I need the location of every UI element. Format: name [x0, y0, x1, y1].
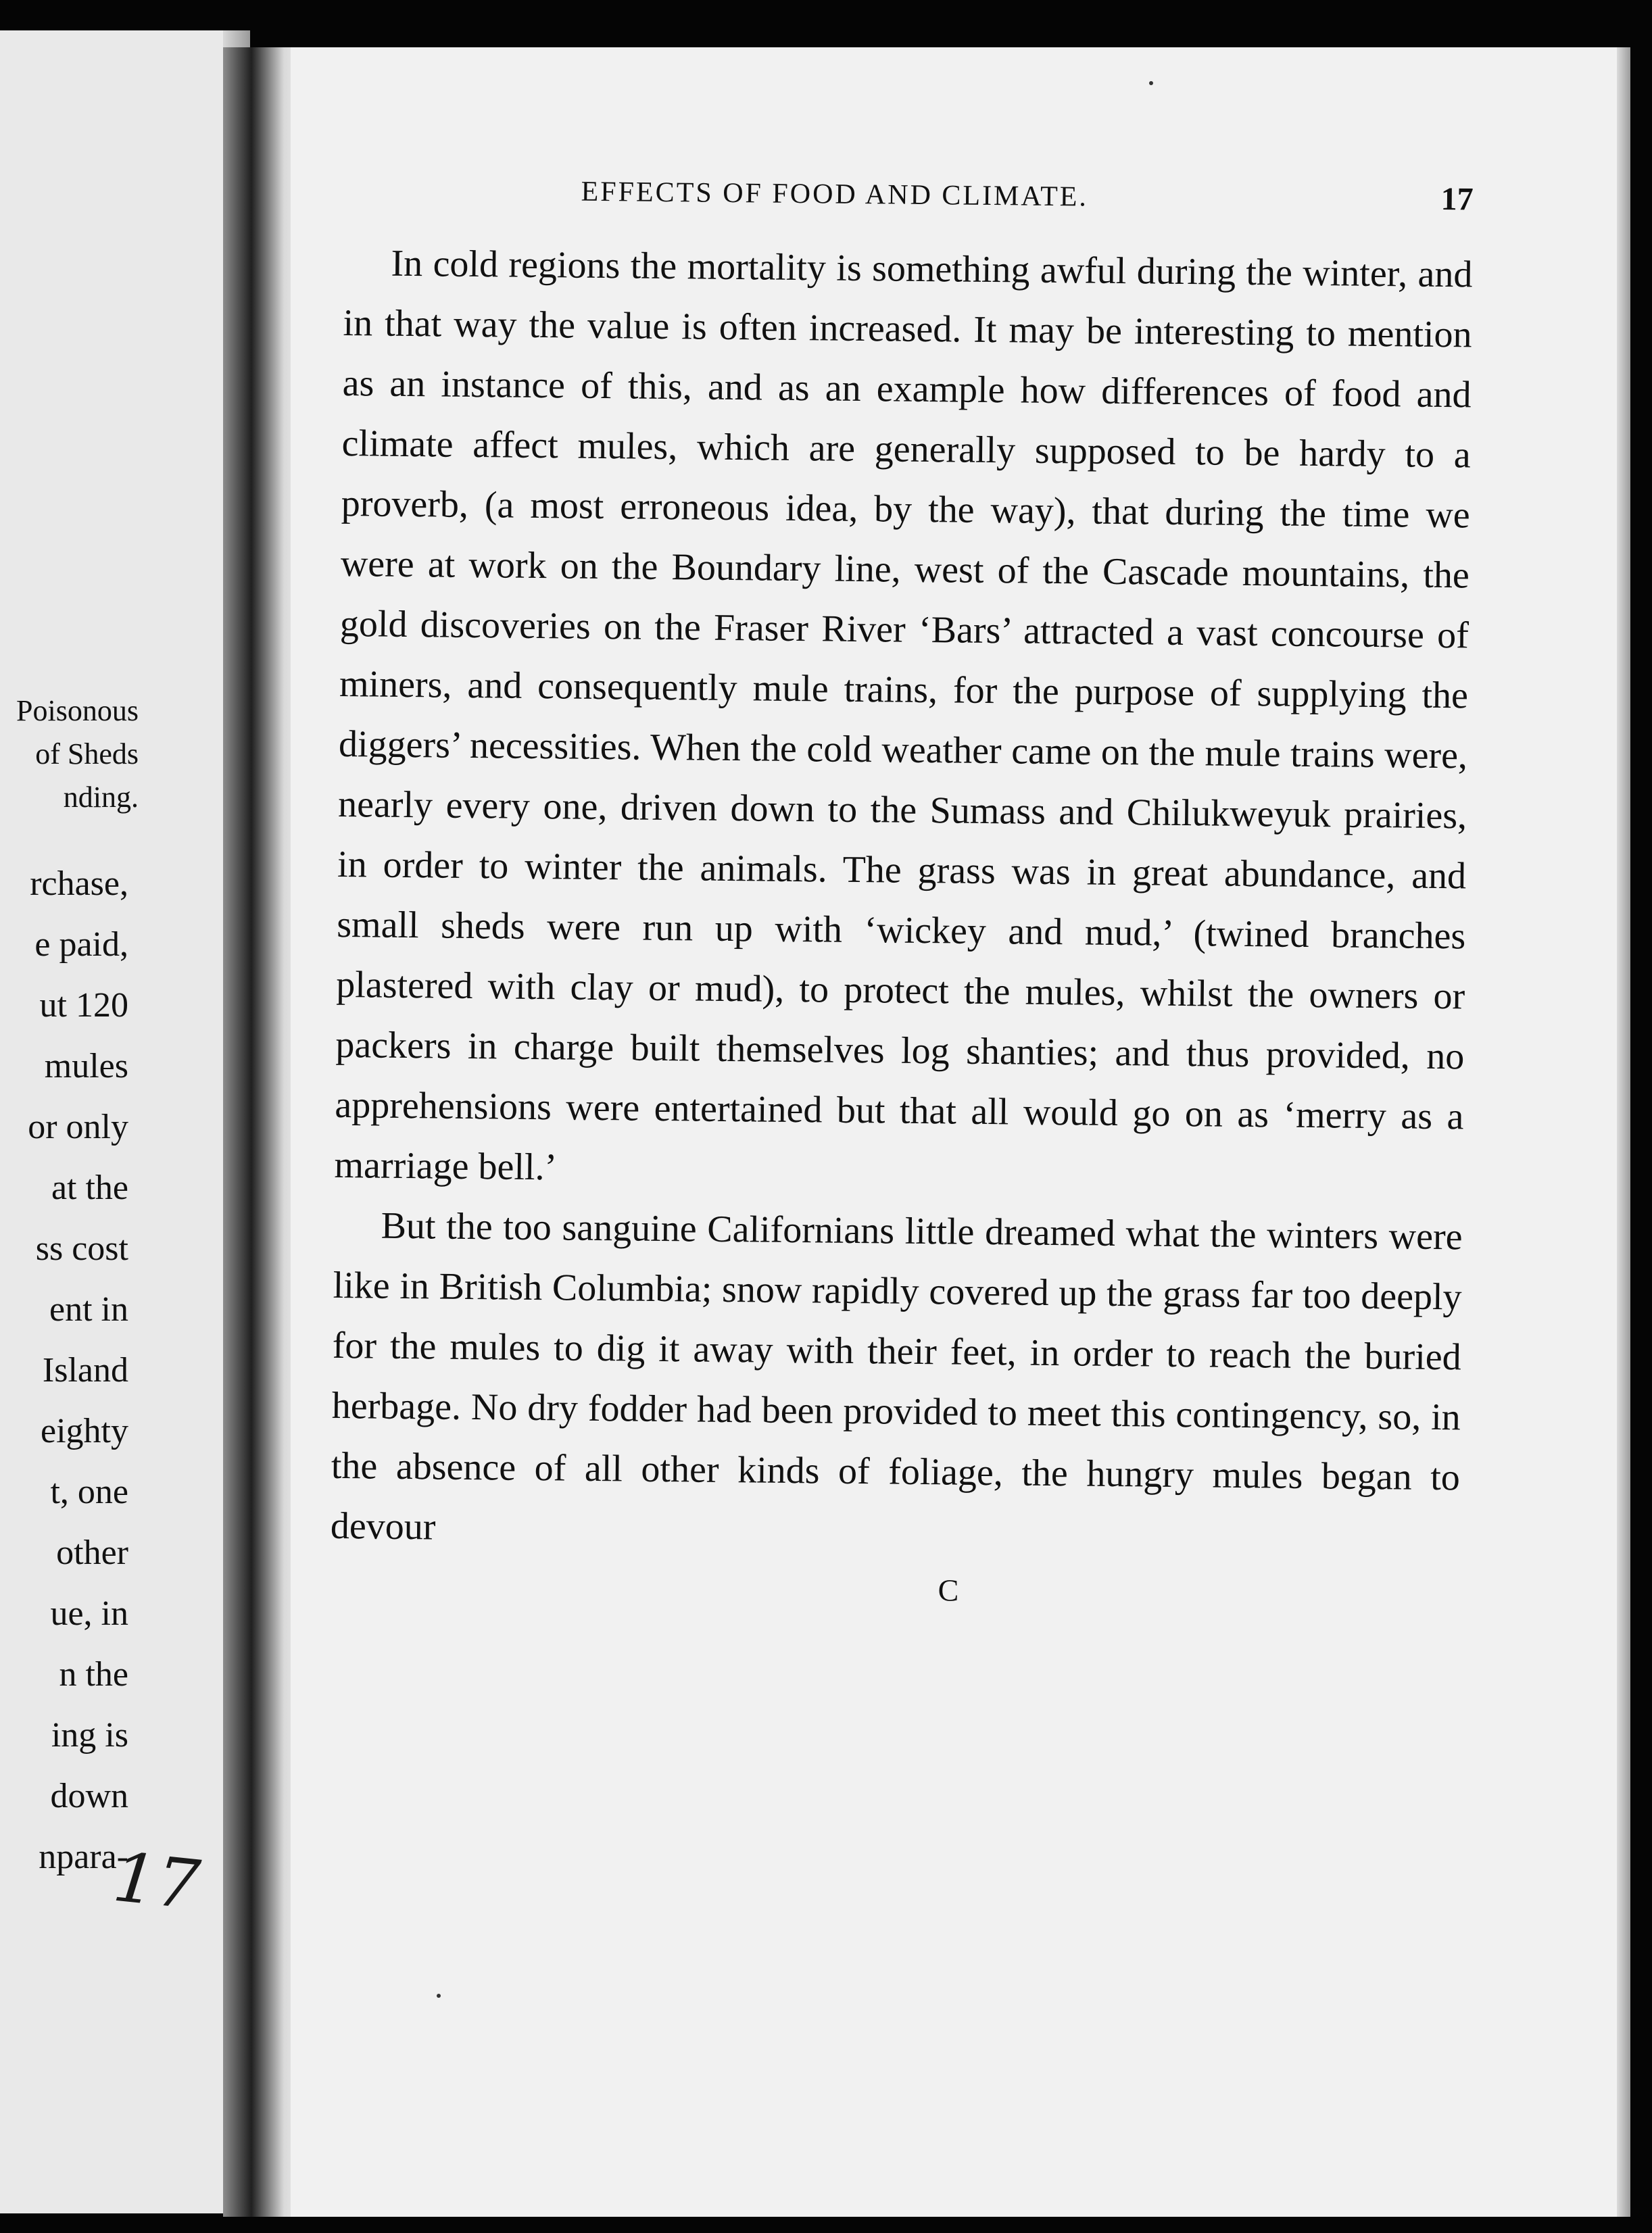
left-line: e paid, [34, 925, 128, 964]
speck [1149, 81, 1153, 85]
left-line: at the [51, 1169, 128, 1207]
page-text-block [330, 169, 1474, 1613]
paragraph-indent [333, 1237, 381, 1238]
left-line: ue, in [50, 1594, 128, 1633]
left-page-text [0, 854, 128, 1888]
left-line: eighty [41, 1412, 128, 1450]
side-caption-line: nding. [63, 781, 139, 814]
right-page [291, 47, 1630, 2217]
paragraph-indent [343, 275, 391, 276]
left-line: ent in [49, 1290, 128, 1329]
page-number: 17 [1440, 180, 1474, 218]
handwritten-page-mark: 17 [110, 1837, 204, 1925]
left-line: mules [44, 1047, 128, 1085]
body-paragraph [331, 1196, 1463, 1568]
running-head [344, 169, 1473, 218]
speck [437, 1994, 441, 1998]
paragraph-text: But the too sanguine Californians little dreamed what the winters were like in British Columbia; snow rapidly covered up the grass far too deeply for the mules to dig it away with their feet, in order to reach the buried herbage. No dry fodder had been provided to meet this contingency, so, in the absence of all other kinds of foliage, the hungry mules began to devour [330, 1204, 1463, 1548]
left-line: t, one [50, 1473, 128, 1511]
left-line: ing is [51, 1716, 128, 1754]
left-line: other [56, 1533, 128, 1572]
paragraph-text: In cold regions the mortality is something awful during the winter, and in that way the value is often increased. It may be interesting to mention as an instance of this, and as an example how differences of food and climate affect mules, which are generally supposed to be hardy to a proverb, (a most erroneous idea, by the way), that during the time we were at work on the Boundary line, west of the Cascade mountains, the gold discoveries on the Fraser River ‘Bars’ attracted a vast concourse of miners, and consequently mule trains, for the purpose of supplying the diggers’ necessities. When the cold weather came on the mule trains were, nearly every one, driven down to the Sumass and Chilukweyuk prairies, in order to winter the animals. The grass was in great abundance, and small sheds were run up with ‘wickey and mud,’ (twined branches plastered with clay or mud), to protect the mules, whilst the owners or packers in charge built themselves log shanties; and thus provided, no apprehensions were entertained but that all would go on as ‘merry as a marriage bell.’ [334, 242, 1473, 1189]
left-line: or only [28, 1108, 128, 1146]
running-head-title: EFFECTS OF FOOD AND CLIMATE. [581, 176, 1089, 213]
side-caption [0, 689, 139, 819]
left-line: down [50, 1777, 128, 1815]
left-line: npara- [39, 1838, 128, 1876]
left-line: ut 120 [39, 986, 128, 1025]
side-caption-line: of Sheds [35, 737, 139, 770]
left-line: ss cost [35, 1229, 128, 1268]
left-line: Island [42, 1351, 128, 1390]
right-page-edge [1617, 47, 1630, 2217]
left-line: n the [59, 1655, 128, 1694]
body-paragraph [334, 233, 1473, 1207]
side-caption-line: Poisonous [16, 694, 139, 727]
left-line: rchase, [30, 864, 128, 903]
left-page-fragment [0, 30, 250, 2213]
signature-mark: C [938, 1573, 959, 1608]
